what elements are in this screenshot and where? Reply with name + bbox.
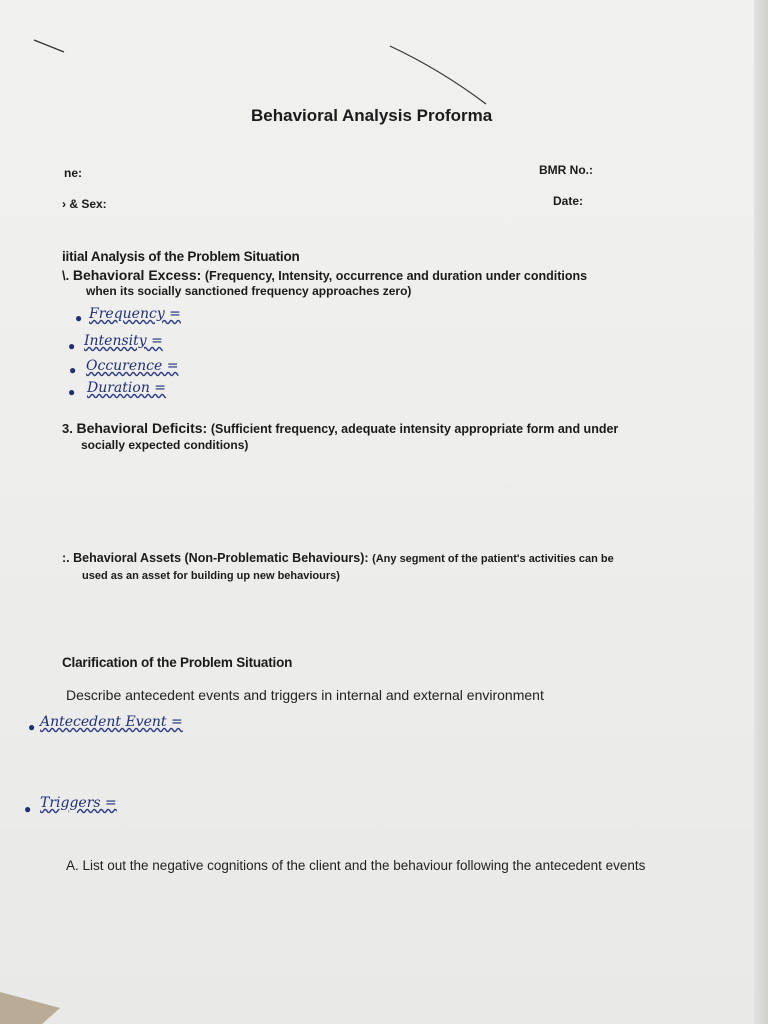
section1-heading: iitial Analysis of the Problem Situation	[62, 249, 300, 264]
bullet-icon: ●	[68, 385, 76, 399]
bullet-icon: ●	[24, 802, 32, 816]
paper-edge	[754, 0, 768, 1024]
name-label: ne:	[64, 166, 82, 180]
assets-desc: (Any segment of the patient's activities can be	[372, 553, 614, 565]
deficits-desc: (Sufficient frequency, adequate intensity appropriate form and under	[210, 422, 619, 436]
form-title: Behavioral Analysis Proforma	[251, 106, 493, 125]
section2-heading: Clarification of the Problem Situation	[62, 655, 293, 670]
bullet-icon: ●	[28, 720, 36, 734]
pen-mark-left	[30, 36, 70, 56]
bullet-icon: ●	[68, 339, 76, 353]
item-a-negative-cognitions: A. List out the negative cognitions of the client and the behaviour following the antecedent events	[66, 858, 646, 873]
assets-title: Behavioral Assets (Non-Problematic Behaviours):	[73, 551, 369, 565]
bullet-icon: ●	[75, 311, 83, 325]
excess-marker: \.	[62, 268, 70, 283]
excess-title: Behavioral Excess:	[72, 267, 202, 283]
excess-desc: (Frequency, Intensity, occurrence and duration under conditions	[204, 269, 588, 283]
behavioral-deficits-item	[62, 420, 618, 436]
handwritten-intensity: Intensity =	[84, 333, 163, 349]
pen-mark-curve	[386, 40, 496, 110]
age-sex-label: › & Sex:	[62, 197, 107, 211]
behavioral-excess-item	[62, 267, 587, 283]
bmr-label: BMR No.:	[539, 163, 593, 177]
behavioral-assets-item	[62, 551, 614, 565]
handwritten-triggers: Triggers =	[40, 795, 117, 811]
handwritten-antecedent-event: Antecedent Event =	[40, 714, 183, 730]
folded-corner	[0, 984, 60, 1024]
assets-marker: :.	[62, 551, 70, 565]
deficits-title: Behavioral Deficits:	[76, 420, 208, 436]
date-label: Date:	[553, 194, 584, 208]
handwritten-frequency: Frequency =	[89, 306, 181, 322]
excess-desc-2: when its socially sanctioned frequency approaches zero)	[86, 284, 412, 298]
assets-desc-2: used as an asset for building up new behaviours)	[82, 570, 340, 582]
bullet-icon: ●	[69, 363, 77, 377]
deficits-marker: 3.	[62, 421, 73, 436]
handwritten-duration: Duration =	[87, 380, 167, 396]
antecedent-instruction: Describe antecedent events and triggers in internal and external environment	[66, 687, 544, 703]
deficits-desc-2: socially expected conditions)	[81, 438, 249, 452]
handwritten-occurence: Occurence =	[86, 358, 179, 374]
